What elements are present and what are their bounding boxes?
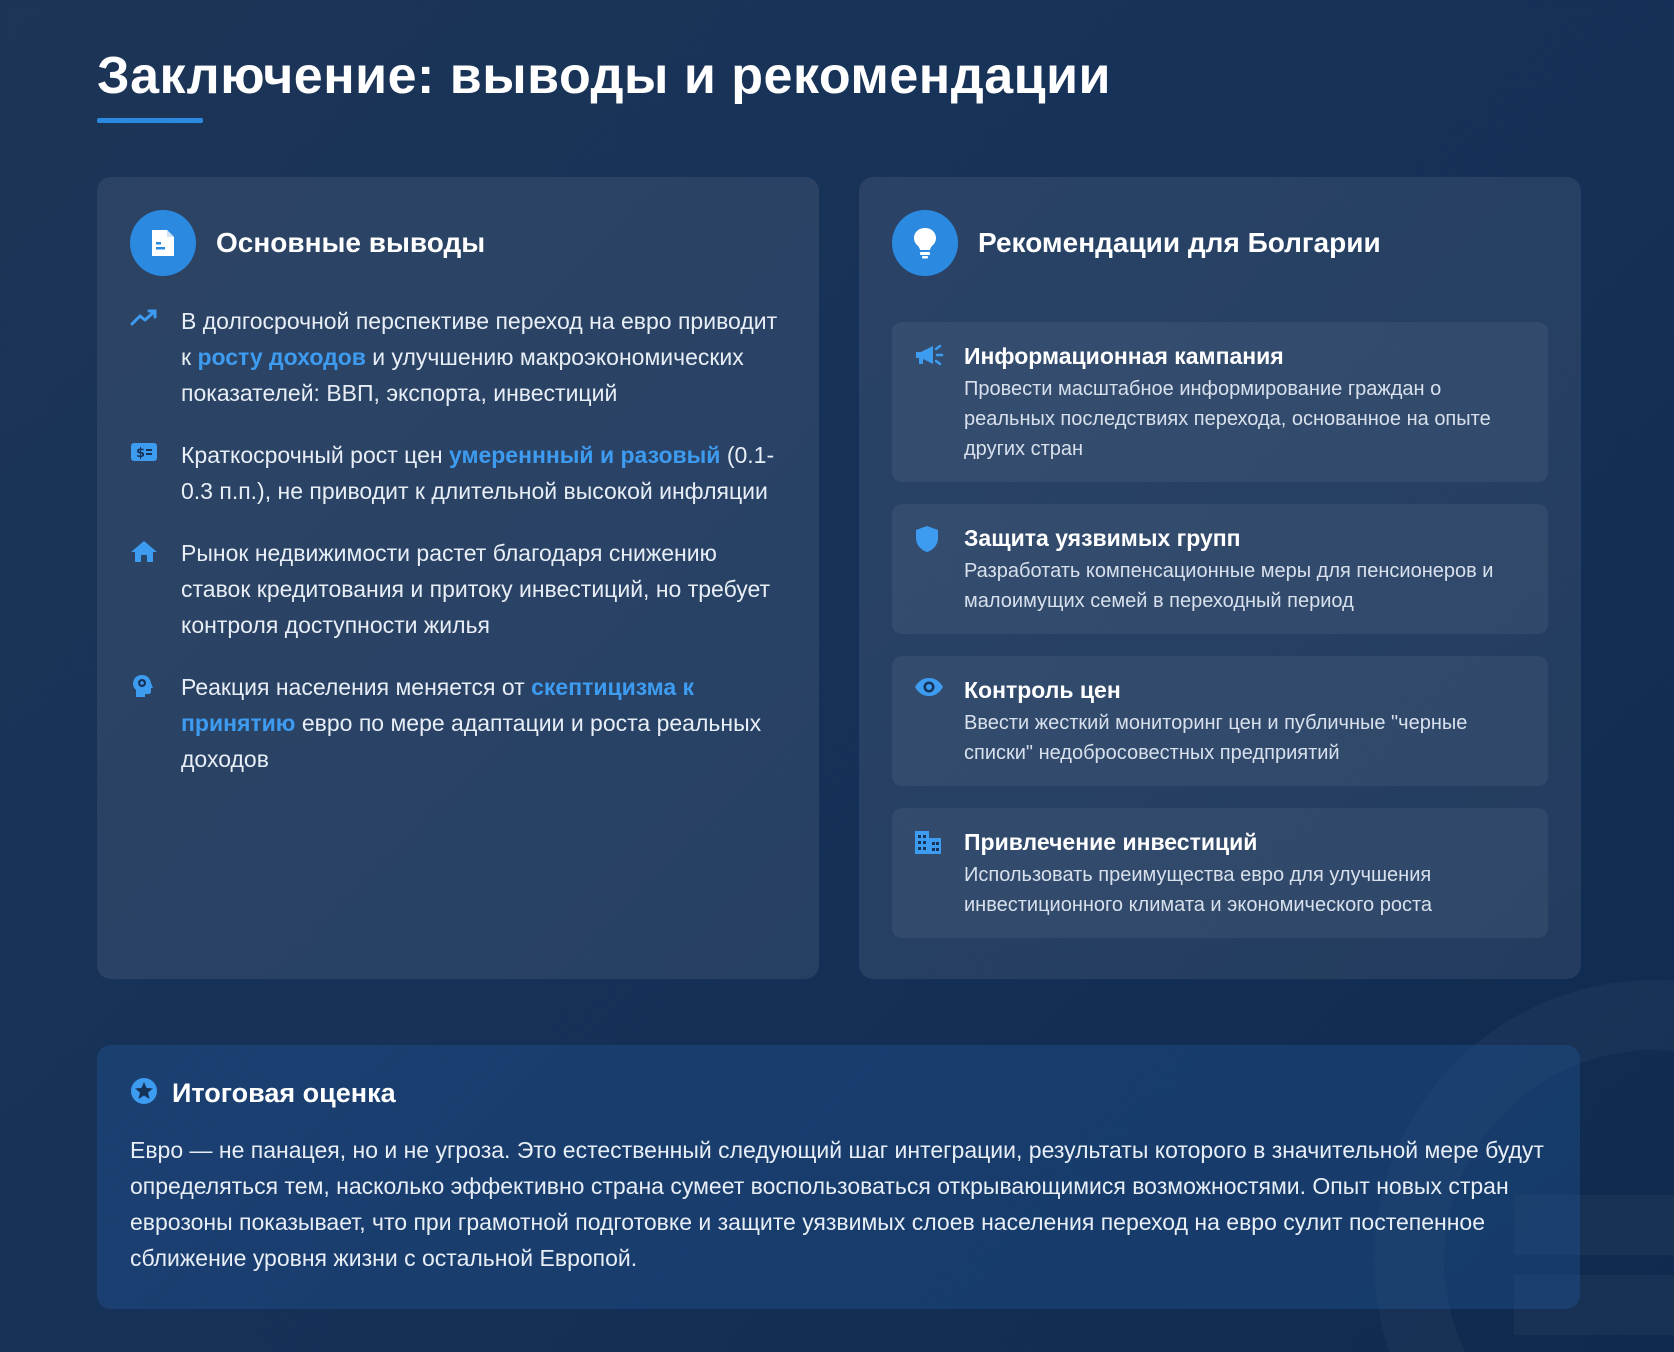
head-gear-icon [130, 669, 181, 777]
recommendation-text: Ввести жесткий мониторинг цен и публичные "черные списки" недобросовестных предприятий [964, 712, 1468, 764]
recommendation-title: Защита уязвимых групп [964, 525, 1241, 551]
summary-header [130, 1077, 1547, 1110]
recommendation-title: Информационная кампания [964, 343, 1284, 369]
recommendation-item [892, 808, 1548, 938]
recommendations-card-header [892, 210, 1381, 276]
svg-text:$: $ [136, 446, 146, 461]
recommendation-body [964, 674, 1528, 768]
recommendation-text: Провести масштабное информирование граждан о реальных последствиях перехода, основанное на опыте других стран [964, 378, 1491, 460]
recommendation-item [892, 322, 1548, 482]
recommendation-text: Разработать компенсационные меры для пенсионеров и малоимущих семей в переходный период [964, 560, 1494, 612]
list-item [130, 303, 790, 411]
recommendation-title: Контроль цен [964, 677, 1121, 703]
findings-list [130, 303, 790, 803]
recommendation-body [964, 522, 1528, 616]
findings-card [97, 177, 819, 979]
recommendation-text: Использовать преимущества евро для улучшения инвестиционного климата и экономического роста [964, 864, 1433, 916]
recommendation-title: Привлечение инвестиций [964, 829, 1258, 855]
finding-text: Реакция населения меняется от скептицизма к принятию евро по мере адаптации и роста реальных доходов [181, 674, 762, 772]
recommendation-body [964, 826, 1528, 920]
summary-text: Евро — не панацея, но и не угроза. Это естественный следующий шаг интеграции, результаты которого в значительной мере будут определяться тем, насколько эффективно страна сумеет воспользоваться открывающимися возможностями. Опыт новых стран еврозоны показывает, что при грамотной подготовке и защите уязвимых слоев населения переход на евро сулит постепенное сближение уровня жизни с остальной Европой. [130, 1137, 1544, 1271]
megaphone-icon [914, 340, 964, 464]
recommendation-item [892, 656, 1548, 786]
recommendation-item [892, 504, 1548, 634]
document-icon [130, 210, 196, 276]
list-item [130, 437, 790, 509]
finding-text: Рынок недвижимости растет благодаря снижению ставок кредитования и притоку инвестиций, но требует контроля доступности жилья [181, 540, 771, 638]
list-item [130, 535, 790, 643]
eye-icon [914, 674, 964, 768]
findings-card-title: Основные выводы [216, 227, 486, 258]
summary-title: Итоговая оценка [172, 1078, 396, 1108]
lightbulb-icon [892, 210, 958, 276]
page-title: Заключение: выводы и рекомендации [97, 47, 1112, 105]
star-circle-icon [130, 1077, 158, 1110]
recommendations-list [892, 322, 1548, 960]
trend-up-icon [130, 303, 181, 411]
recommendations-card-title: Рекомендации для Болгарии [978, 227, 1381, 258]
shield-icon [914, 522, 964, 616]
finding-text: Краткосрочный рост цен умереннный и разовый (0.1-0.3 п.п.), не приводит к длительной высокой инфляции [181, 442, 775, 504]
finding-text: В долгосрочной перспективе переход на евро приводит к росту доходов и улучшению макроэкономических показателей: ВВП, экспорта, инвестиций [181, 308, 778, 406]
recommendations-card [859, 177, 1581, 979]
list-item [130, 669, 790, 777]
building-icon [914, 826, 964, 920]
findings-card-header [130, 210, 485, 276]
money-icon [130, 437, 181, 509]
summary-box [97, 1045, 1580, 1309]
recommendation-body [964, 340, 1528, 464]
title-underline [97, 118, 203, 123]
home-icon [130, 535, 181, 643]
